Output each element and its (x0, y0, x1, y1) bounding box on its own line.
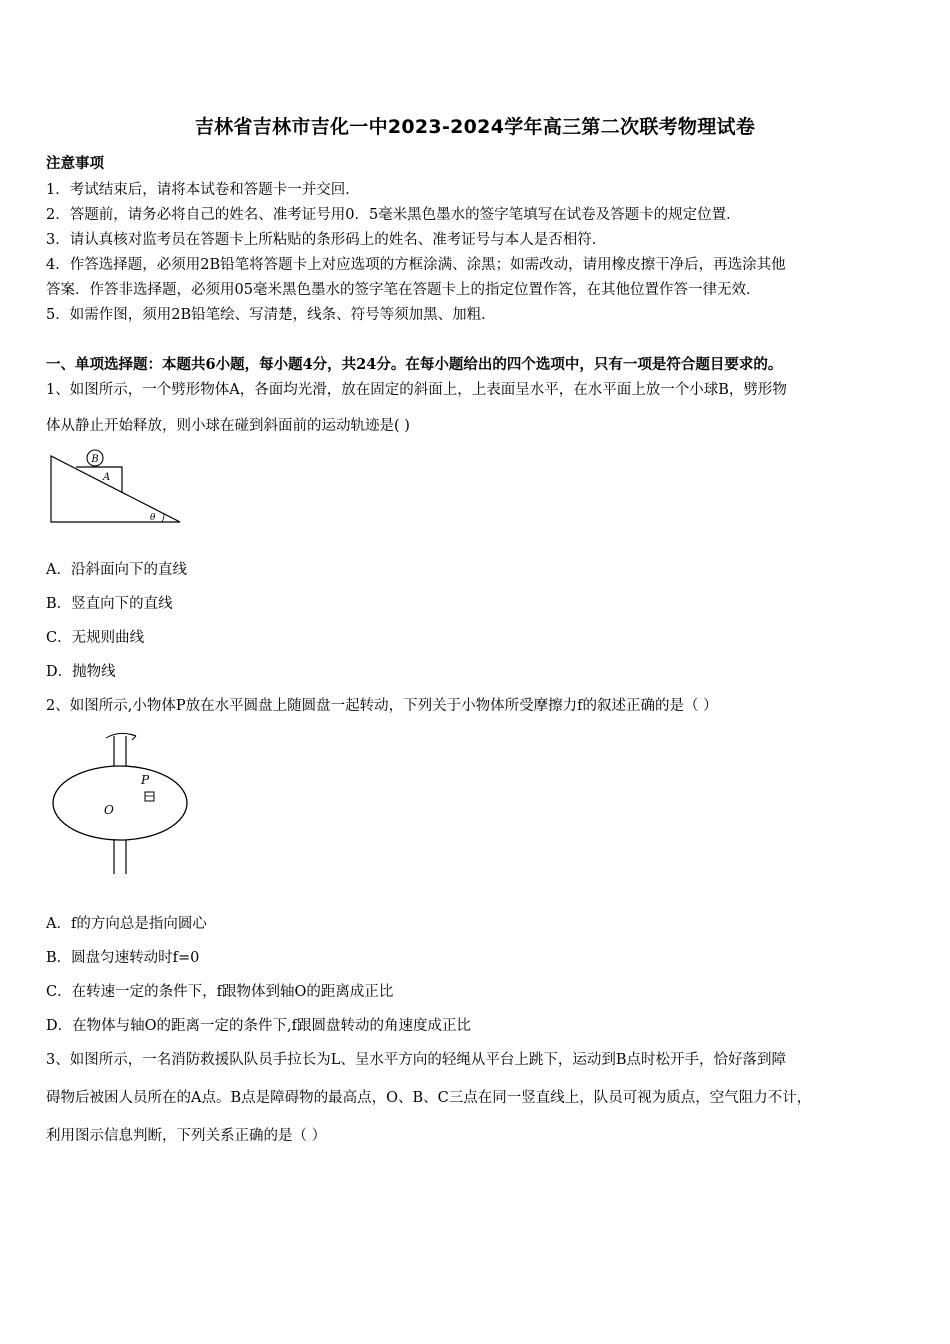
notice-item: 1．考试结束后，请将本试卷和答题卡一并交回． (46, 182, 360, 198)
object-p-label: P (141, 773, 150, 787)
notice-item: 3．请认真核对监考员在答题卡上所粘贴的条形码上的姓名、准考证号与本人是否相符． (46, 232, 607, 248)
rotating-disc-figure (50, 728, 200, 878)
disc (53, 766, 187, 840)
option-c: C．在转速一定的条件下，f跟物体到轴O的距离成正比 (46, 984, 394, 1000)
ball-label: B (91, 454, 99, 465)
question-2-stem: 2、如图所示,小物体P放在水平圆盘上随圆盘一起转动，下列关于小物体所受摩擦力f的叙述正确的是（ ） (46, 698, 718, 714)
section-heading: 一、单项选择题：本题共6小题，每小题4分，共24分。在每小题给出的四个选项中，只有一项是符合题目要求的。 (46, 356, 783, 373)
question-3-stem: 3、如图所示，一名消防救援队队员手拉长为L、呈水平方向的轻绳从平台上跳下，运动到B点时松开手，恰好落到障 (46, 1052, 787, 1068)
option-a: A．沿斜面向下的直线 (46, 562, 187, 578)
wedge-label: A (103, 472, 111, 483)
option-b: B．竖直向下的直线 (46, 596, 173, 612)
option-d: D．抛物线 (46, 664, 116, 680)
question-3-stem: 利用图示信息判断，下列关系正确的是（ ） (46, 1128, 327, 1144)
wedge-on-incline-figure (46, 448, 186, 528)
option-a: A．f的方向总是指向圆心 (46, 916, 207, 932)
page-title: 吉林省吉林市吉化一中2023-2024学年高三第二次联考物理试卷 (194, 116, 756, 138)
notice-item: 5．如需作图，须用2B铅笔绘、写清楚，线条、符号等须加黑、加粗． (46, 307, 496, 323)
question-1-stem: 体从静止开始释放，则小球在碰到斜面前的运动轨迹是( ) (46, 418, 410, 434)
angle-label: θ (150, 513, 156, 523)
question-1-stem: 1、如图所示，一个劈形物体A，各面均光滑，放在固定的斜面上，上表面呈水平，在水平面上放一个小球B，劈形物 (46, 382, 787, 398)
axis-o-label: O (104, 803, 114, 817)
incline (51, 456, 180, 522)
option-c: C．无规则曲线 (46, 630, 145, 646)
option-b: B．圆盘匀速转动时f=0 (46, 950, 200, 966)
object-p (145, 792, 154, 801)
angle-arc (162, 514, 164, 522)
notice-item: 答案．作答非选择题，必须用05毫米黑色墨水的签字笔在答题卡上的指定位置作答，在其他位置作答一律无效． (46, 282, 761, 298)
notice-heading: 注意事项 (46, 155, 104, 172)
question-3-stem: 碍物后被困人员所在的A点。B点是障碍物的最高点，O、B、C三点在同一竖直线上，队员可视为质点，空气阻力不计， (46, 1090, 812, 1106)
notice-item: 4．作答选择题，必须用2B铅笔将答题卡上对应选项的方框涂满、涂黑；如需改动，请用橡皮擦干净后，再选涂其他 (46, 257, 786, 273)
option-d: D．在物体与轴O的距离一定的条件下,f跟圆盘转动的角速度成正比 (46, 1018, 471, 1034)
notice-item: 2．答题前，请务必将自己的姓名、准考证号用0．5毫米黑色墨水的签字笔填写在试卷及答题卡的规定位置． (46, 207, 741, 223)
